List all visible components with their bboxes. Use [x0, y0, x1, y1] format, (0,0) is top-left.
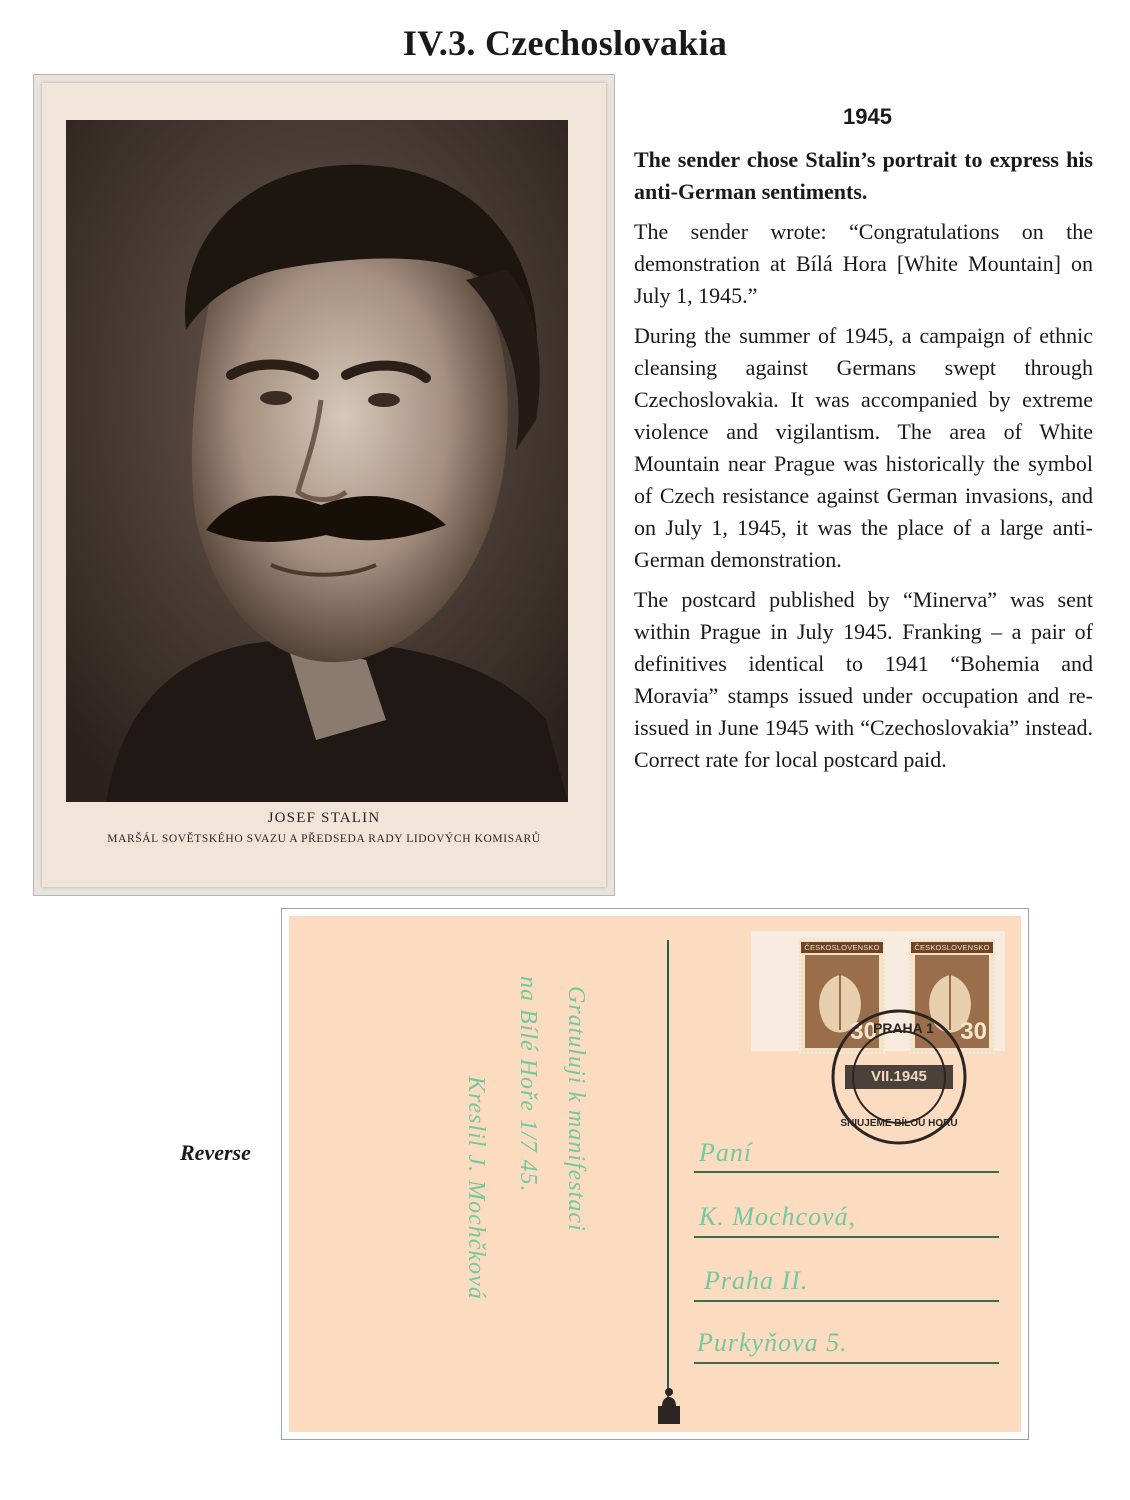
postmark-cancel: [819, 1002, 979, 1157]
postmark-date: VII.1945: [871, 1068, 927, 1085]
handwritten-message-line: Kreslil J. Mochčková: [463, 1076, 489, 1300]
front-postcard: [42, 83, 606, 887]
description-column: [634, 104, 1093, 784]
handwritten-address-line: Praha II.: [704, 1266, 809, 1295]
paragraph-postcard-details: The postcard published by “Minerva” was sent within Prague in July 1945. Franking – a pair of definitives identical to 1941 “Bohemia and Moravia” stamps issued under occupation and re-issued in June 1945 with “Czechoslovakia” instead. Correct rate for local postcard paid.: [634, 587, 1093, 772]
address-line-rule: [694, 1236, 999, 1238]
reverse-postcard: [289, 916, 1021, 1432]
postmark-city: PRAHA 1: [873, 1020, 934, 1036]
lead-paragraph: The sender chose Stalin’s portrait to express his anti-German sentiments.: [634, 147, 1093, 204]
handwritten-address-line: K. Mochcová,: [699, 1202, 857, 1231]
year-heading: 1945: [843, 104, 892, 129]
handwritten-address-line: Purkyňova 5.: [697, 1328, 848, 1357]
reverse-postcard-image: [281, 908, 1029, 1440]
front-postcard-image: [33, 74, 615, 896]
stamp-value: 30: [850, 1018, 877, 1045]
page-title: IV.3. Czechoslovakia: [402, 23, 728, 63]
postmark-slogan: SNIUJEME BÍLOU HORU: [840, 1118, 958, 1129]
paragraph-history: During the summer of 1945, a campaign of ethnic cleansing against Germans swept through Czechoslovakia. It was accompanied by extreme violence and vigilantism. The area of White Mountain near Prague was historically the symbol of Czech resistance against German invasions, and on July 1, 1945, it was the place of a large anti-German demonstration.: [634, 323, 1093, 572]
stamp-value: 30: [960, 1018, 987, 1045]
handwritten-message-line: Gratuluji k manifestaci: [563, 986, 589, 1232]
stamp-country: ČESKOSLOVENSKO: [911, 942, 993, 953]
address-line-rule: [694, 1362, 999, 1364]
handwritten-address-line: Paní: [699, 1138, 753, 1167]
portrait-caption-name: JOSEF STALIN: [267, 810, 381, 826]
stamp-country: ČESKOSLOVENSKO: [801, 942, 883, 953]
reverse-label: Reverse: [180, 1140, 251, 1165]
address-line-rule: [694, 1171, 999, 1173]
portrait-caption-subtitle: MARŠÁL SOVĚTSKÉHO SVAZU A PŘEDSEDA RADY LIDOVÝCH KOMISARŮ: [107, 833, 541, 845]
address-line-rule: [694, 1300, 999, 1302]
handwritten-message-line: na Bílé Hoře 1/7 45.: [515, 976, 541, 1193]
stalin-portrait-image: [66, 120, 568, 802]
postcard-center-divider: [667, 940, 669, 1420]
paragraph-sender-quote: The sender wrote: “Congratulations on the demonstration at Bílá Hora [White Mountain] on July 1, 1945.”: [634, 219, 1093, 308]
publisher-logo-icon: [656, 1386, 682, 1431]
